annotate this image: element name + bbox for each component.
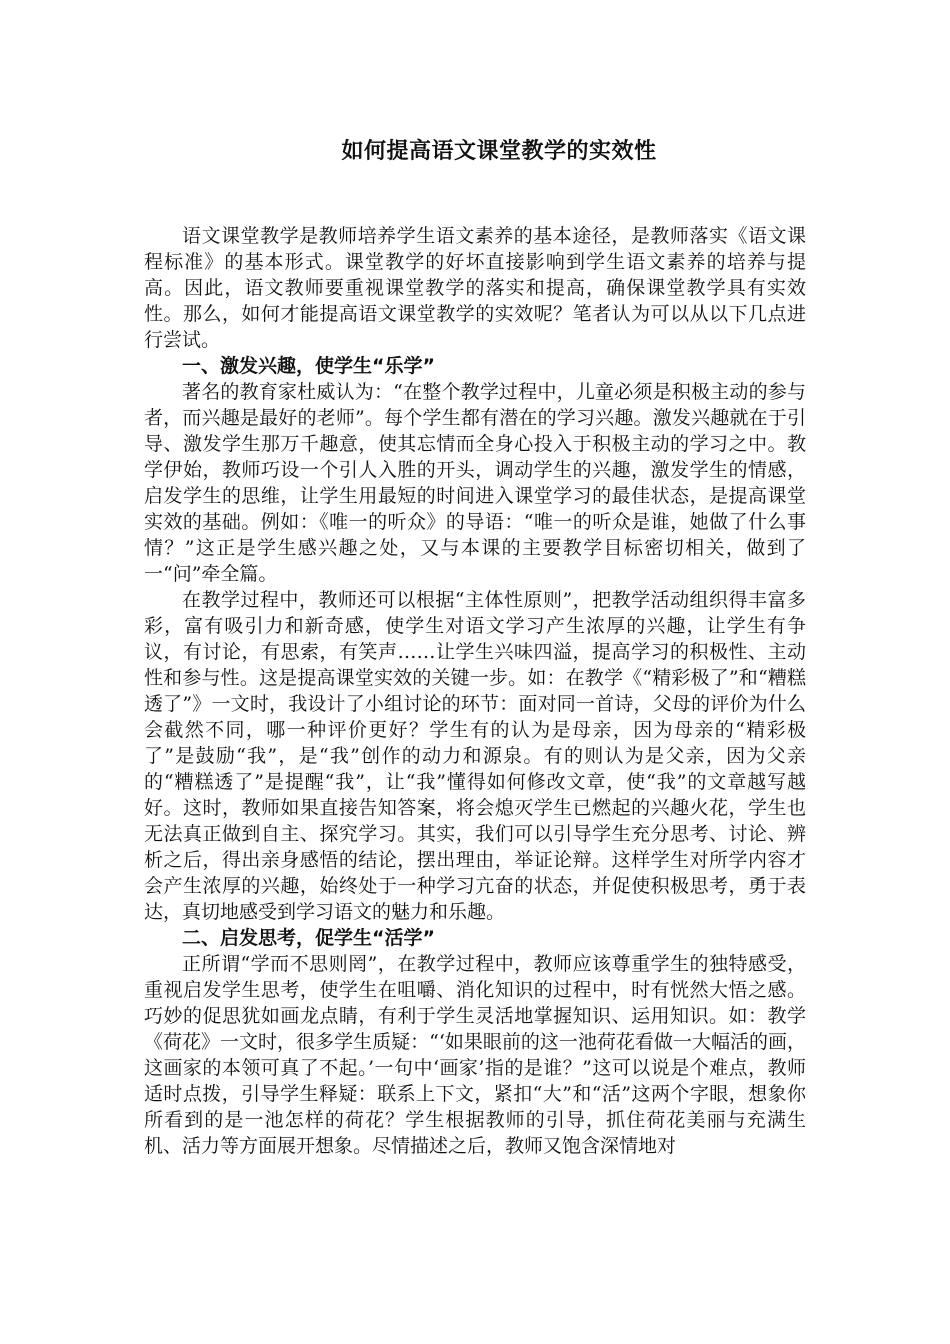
document-body bbox=[144, 223, 806, 1159]
section-heading-2: 二、启发思考，促学生“活学” bbox=[182, 927, 435, 949]
document-page bbox=[144, 0, 806, 1344]
section-1-paragraph-1: 著名的教育家杜威认为：“在整个教学过程中，儿童必须是积极主动的参与者，而兴趣是最好的老师”。每个学生都有潜在的学习兴趣。激发兴趣就在于引导、激发学生那万千趣意，使其忘情而全身心投入于积极主动的学习之中。教学伊始，教师巧设一个引人入胜的开头，调动学生的兴趣，激发学生的情感，启发学生的思维，让学生用最短的时间进入课堂学习的最佳状态，是提高课堂实效的基础。例如：《唯一的听众》的导语：“唯一的听众是谁，她做了什么事情？”这正是学生感兴趣之处，又与本课的主要教学目标密切相关，做到了 一“问”牵全篇。 bbox=[144, 381, 806, 585]
intro-paragraph: 语文课堂教学是教师培养学生语文素养的基本途径，是教师落实《语文课程标准》的基本形式。课堂教学的好坏直接影响到学生语文素养的培养与提高。因此，语文教师要重视课堂教学的落实和提高，确保课堂教学具有实效性。那么，如何才能提高语文课堂教学的实效呢？笔者认为可以从以下几点进行尝试。 bbox=[144, 225, 806, 351]
section-2-paragraph-1: 正所谓“学而不思则罔”，在教学过程中，教师应该尊重学生的独特感受，重视启发学生思考，使学生在咀嚼、消化知识的过程中，时有恍然大悟之感。巧妙的促思犹如画龙点睛，有利于学生灵活地掌握知识、运用知识。如：教学《荷花》一文时，很多学生质疑：“‘如果眼前的这一池荷花看做一大幅活的画，这画家的本领可真了不起。’一句中‘画家’指的是谁？”这可以说是个难点，教师适时点拨，引导学生释疑：联系上下文，紧扣“大”和“活”这两个字眼，想象你所看到的是一池怎样的荷花？学生根据教师的引导，抓住荷花美丽与充满生机、活力等方面展开想象。尽情描述之后，教师又饱含深情地对 bbox=[144, 953, 806, 1157]
section-heading-1: 一、激发兴趣，使学生“乐学” bbox=[182, 355, 435, 377]
document-title: 如何提高语文课堂教学的实效性 bbox=[341, 139, 657, 164]
section-1-paragraph-2: 在教学过程中，教师还可以根据“主体性原则”，把教学活动组织得丰富多彩，富有吸引力和新奇感，使学生对语文学习产生浓厚的兴趣，让学生有争议，有讨论，有思索，有笑声……让学生兴味四溢，提高学习的积极性、主动性和参与性。这是提高课堂实效的关键一步。如：在教学《“精彩极了”和“糟糕透了”》一文时，我设计了小组讨论的环节：面对同一首诗，父母的评价为什么会截然不同，哪一种评价更好？学生有的认为是母亲，因为母亲的“精彩极了”是鼓励“我”，是“我”创作的动力和源泉。有的则认为是父亲，因为父亲的“糟糕透了”是提醒“我”，让“我”懂得如何修改文章，使“我”的文章越写越好。这时，教师如果直接告知答案，将会熄灭学生已燃起的兴趣火花，学生也无法真正做到自主、探究学习。其实，我们可以引导学生充分思考、讨论、辨析之后，得出亲身感悟的结论，摆出理由，举证论辩。这样学生对所学内容才会产生浓厚的兴趣，始终处于一种学习亢奋的状态，并促使积极思考，勇于表达，真切地感受到学习语文的魅力和乐趣。 bbox=[144, 589, 806, 923]
